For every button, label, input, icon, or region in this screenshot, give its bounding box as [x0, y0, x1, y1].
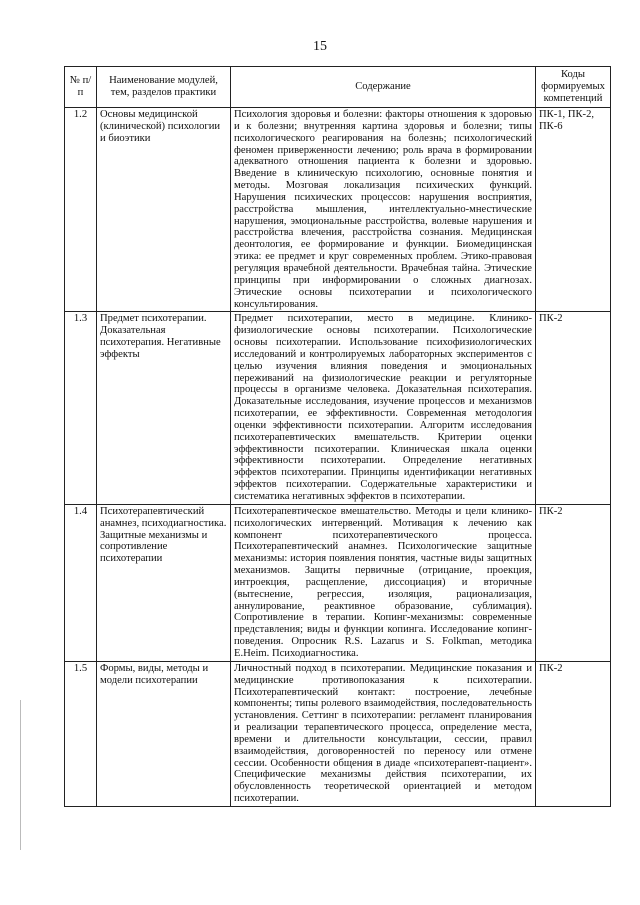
row-codes: ПК-1, ПК-2, ПК-6: [536, 108, 611, 312]
header-codes: Коды формируемых компетенций: [536, 67, 611, 108]
row-num: 1.5: [65, 661, 97, 806]
table-row: [65, 312, 611, 505]
row-content: Психология здоровья и болезни: факторы отношения к здоровью и к болезни; внутренняя картина здоровья и болезни; типы психологического реагирования на болезнь; психологический феномен приверженности лечению; роль врача в формировании адекватного отношения пациента к болезни и здоровью. Введение в клиническую психологию, основные понятия и методы. Мозговая локализация психических функций. Нарушения психических процессов: нарушения восприятия, расстройства мышления, интеллектуально-мнестические нарушения, эмоциональные расстройства, волевые нарушения и расстройства влечения, расстройства сознания. Медицинская деонтология, ее формирование и функции. Биомедицинская этика: ее предмет и круг современных проблем. Этико-правовая регуляция врачебной деятельности. Врачебная тайна. Этические принципы при информировании о сложных диагнозах. Этические основы психотерапии и психологического консультирования.: [231, 108, 536, 312]
page-number: 15: [313, 39, 327, 54]
table-row: [65, 108, 611, 312]
row-codes: ПК-2: [536, 504, 611, 661]
curriculum-table: [64, 66, 611, 807]
table-row: [65, 504, 611, 661]
row-content: Предмет психотерапии, место в медицине. Клинико-физиологические основы психотерапии. Психологические основы психотерапии. Использование психофизиологических исследований и контролируемых лабораторных экспериментов с целью изучения влияния поведения и эмоциональных переживаний на физиологические реакции и регуляторные процессы в организме человека. Доказательная психотерапия. Доказательные исследования, изучение процессов и механизмов психотерапии, ее эффективности. Современная методология оценки эффективности психотерапии. Алгоритм исследования психотерапевтических вмешательств. Критерии оценки эффективности психотерапии. Клиническая шкала оценки эффективности психотерапии. Определение негативных эффектов психотерапии. Принципы идентификации негативных эффектов психотерапии. Содержательные характеристики и систематика негативных эффектов в психотерапии.: [231, 312, 536, 505]
header-content: Содержание: [231, 67, 536, 108]
left-margin-line: [20, 700, 21, 850]
table-header-row: [65, 67, 611, 108]
row-num: 1.2: [65, 108, 97, 312]
row-codes: ПК-2: [536, 661, 611, 806]
row-name: Формы, виды, методы и модели психотерапии: [97, 661, 231, 806]
row-content: Личностный подход в психотерапии. Медицинские показания и медицинские противопоказания к психотерапии. Психотерапевтический контакт: построение, лечебные компоненты; типы ролевого взаимодействия, последовательность установления. Сеттинг в психотерапии: регламент планирования и реализации терапевтического процесса, определение места, времени и длительности консультации, сессии, правил взаимодействия, договоренностей по переносу или отмене сессии. Особенности общения в диаде «психотерапевт-пациент». Специфические механизмы действия психотерапии, их обусловленность теоретической ориентацией и методом психотерапии.: [231, 661, 536, 806]
row-content: Психотерапевтическое вмешательство. Методы и цели клинико-психологических интервенций. Мотивация к лечению как компонент психотерапевтического процесса. Психотерапевтический анамнез. Психологические защитные механизмы: история появления понятия, частные виды защитных механизмов. Защиты первичные (отрицание, проекция, интроекция, расщепление, диссоциация) и вторичные (вытеснение, регрессия, изоляция, рационализация, аннулирование, реактивное образование, сублимация). Сопротивление в терапии. Копинг-механизмы: современные представления; виды и функции копинга. Исследование копинг-поведения. Опросник R.S. Lazarus и S. Folkman, методика E.Heim. Психодиагностика.: [231, 504, 536, 661]
header-name: Наименование модулей, тем, разделов практики: [97, 67, 231, 108]
header-num: № п/п: [65, 67, 97, 108]
row-codes: ПК-2: [536, 312, 611, 505]
row-num: 1.4: [65, 504, 97, 661]
row-name: Основы медицинской (клинической) психологии и биоэтики: [97, 108, 231, 312]
table-row: [65, 661, 611, 806]
row-name: Психотерапевтический анамнез, психодиагностика. Защитные механизмы и сопротивление психотерапии: [97, 504, 231, 661]
row-num: 1.3: [65, 312, 97, 505]
row-name: Предмет психотерапии. Доказательная психотерапия. Негативные эффекты: [97, 312, 231, 505]
